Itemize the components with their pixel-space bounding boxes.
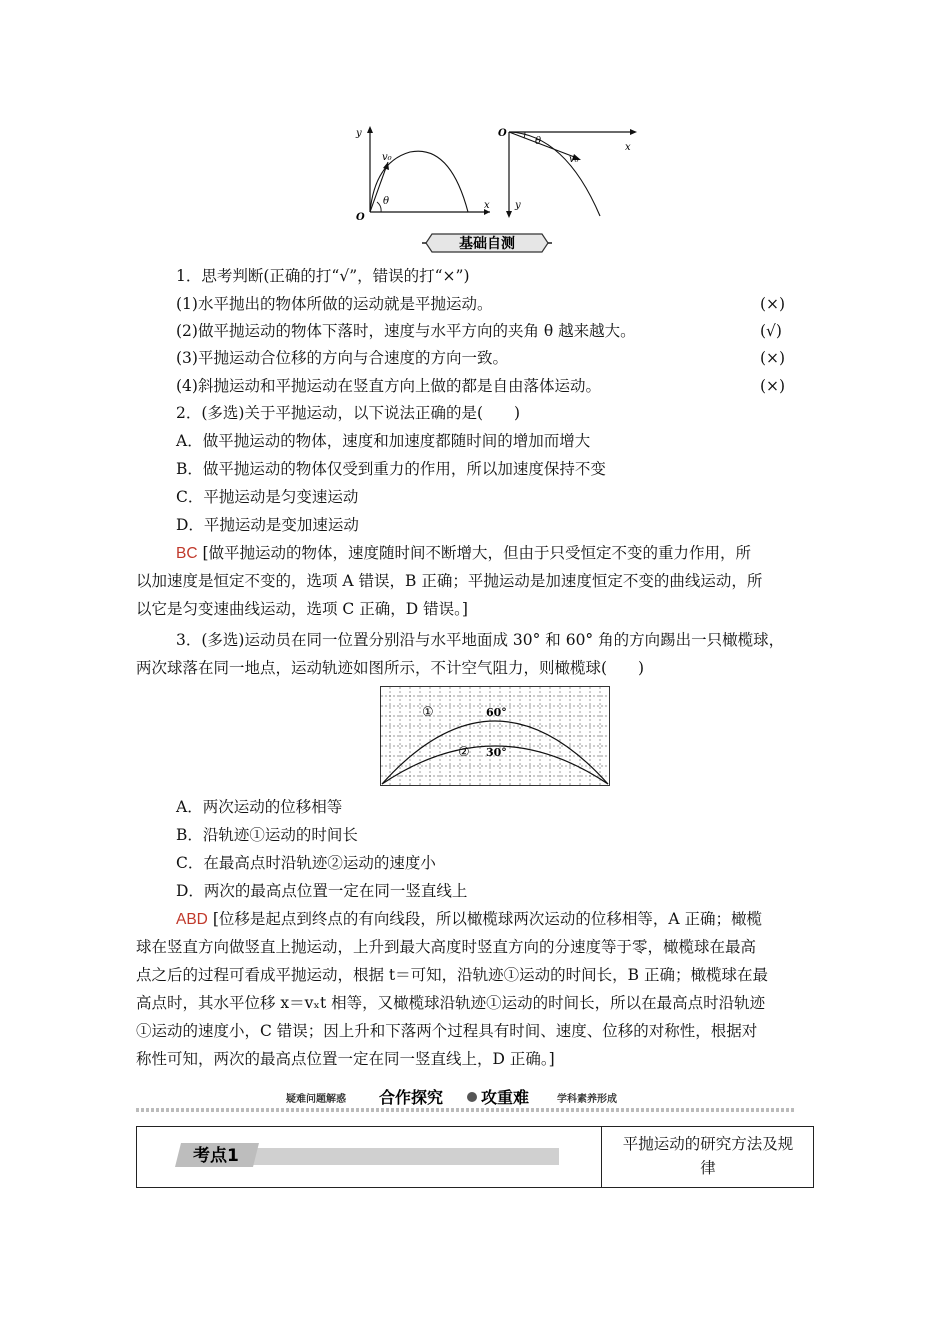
section-title-2: 攻重难 [481,1088,530,1107]
angle-30-label: 30° [486,746,507,759]
velocity-vector [509,132,577,158]
q2-option-a: A．做平抛运动的物体，速度和加速度都随时间的增加而增大 [176,432,591,450]
q3-explanation-line-4: 高点时，其水平位移 x＝vₓt 相等，又橄榄球沿轨迹①运动的时间长，所以在最高点时沿轨迹 [136,994,766,1012]
trajectory-1-label: ① [422,705,434,720]
theta-label: θ [383,196,390,207]
right-caption: 学科素养形成 [557,1094,617,1105]
q1-mark-4: (×) [760,377,786,395]
angle-60-label: 60° [486,706,507,719]
q2-explanation-line-3: 以它是匀变速曲线运动，选项 C 正确，D 错误。] [136,600,468,618]
section-title: 合作探究 [379,1088,444,1107]
q2-option-d: D．平抛运动是变加速运动 [176,516,359,534]
x-label: x [484,200,490,211]
q3-option-a: A．两次运动的位移相等 [176,798,343,816]
y-axis-arrow [506,211,512,218]
q1-stem: 1．思考判断(正确的打“√”，错误的打“×”) [176,267,470,285]
x-axis-arrow [630,129,637,135]
y-label: y [356,128,362,139]
q2-explanation-line-2: 以加速度是恒定不变的，选项 A 错误，B 正确；平抛运动是加速度恒定不变的曲线运动，所 [136,572,763,590]
horizontal-projectile-figure [495,126,645,222]
q2-option-b: B．做平抛运动的物体仅受到重力的作用，所以加速度保持不变 [176,460,606,478]
v0-label: v₀ [569,154,579,165]
q3-explanation-line-5: ①运动的速度小，C 错误；因上升和下落两个过程具有时间、速度、位移的对称性，根据对 [136,1022,758,1040]
q3-explanation-text-1: [位移是起点到终点的有向线段，所以橄榄球两次运动的位移相等，A 正确；橄榄 [212,910,762,928]
banner-title: 基础自测 [459,236,515,252]
q3-option-c: C．在最高点时沿轨迹②运动的速度小 [176,854,436,872]
kaodian-title-line-2: 律 [700,1159,716,1177]
left-caption: 疑难问题解惑 [286,1094,346,1105]
q3-explanation-line-3: 点之后的过程可看成平抛运动，根据 t＝可知，沿轨迹①运动的时间长，B 正确；橄榄球在最 [136,966,768,984]
oblique-projectile-figure [350,122,500,222]
q1-item-3: (3)平抛运动合位移的方向与合速度的方向一致。 [176,349,508,367]
origin-label: O [498,128,507,139]
q3-stem-line-2: 两次球落在同一地点，运动轨迹如图所示，不计空气阻力，则橄榄球( ) [136,659,645,677]
q3-stem-line-1: 3．(多选)运动员在同一位置分别沿与水平地面成 30° 和 60° 角的方向踢出一只橄榄球， [176,631,785,649]
theta-label: θ [535,136,542,147]
q3-answer: ABD [176,911,208,928]
q2-option-c: C．平抛运动是匀变速运动 [176,488,359,506]
kaodian-label-cell [137,1127,602,1187]
kaodian-title-cell [603,1127,813,1187]
q1-mark-3: (×) [760,349,786,367]
q1-item-4: (4)斜抛运动和平抛运动在竖直方向上做的都是自由落体运动。 [176,377,601,395]
x-label: x [625,142,631,153]
q1-mark-2: (√) [760,322,782,340]
q2-explanation-line-1 [176,543,751,564]
q3-option-d: D．两次的最高点位置一定在同一竖直线上 [176,882,468,900]
y-axis-arrow [367,126,373,133]
origin-label: O [356,212,365,222]
q2-explanation-text-1: [做平抛运动的物体，速度随时间不断增大，但由于只受恒定不变的重力作用，所 [202,544,752,562]
trajectory [509,132,600,216]
q3-explanation-line-6: 称性可知，两次的最高点位置一定在同一竖直线上，D 正确。] [136,1050,555,1068]
kaodian-label-graphic [137,1127,601,1187]
kaodian-table [136,1126,814,1188]
q3-option-b: B．沿轨迹①运动的时间长 [176,826,358,844]
section-banner-cooperative-inquiry [136,1086,796,1112]
trajectory-2-label: ② [458,745,470,760]
kaodian-title-line-1: 平抛运动的研究方法及规 [622,1135,794,1153]
separator-dot [467,1092,477,1102]
velocity-arrow [383,162,389,170]
kaodian-label: 考点1 [193,1146,239,1166]
y-label: y [515,200,521,211]
q1-mark-1: (×) [760,295,786,313]
q3-explanation-line-2: 球在竖直方向做竖直上抛运动，上升到最大高度时竖直方向的分速度等于零，橄榄球在最高 [136,938,757,956]
q2-answer: BC [176,545,198,562]
q2-stem: 2．(多选)关于平抛运动，以下说法正确的是( ) [176,404,521,422]
q3-explanation-line-1 [176,909,762,930]
q1-item-1: (1)水平抛出的物体所做的运动就是平抛运动。 [176,295,493,313]
football-trajectory-figure [380,686,610,786]
section-banner-basic-test [422,232,552,254]
q1-item-2: (2)做平抛运动的物体下落时，速度与水平方向的夹角 θ 越来越大。 [176,322,636,340]
angle-arc [524,132,525,138]
v0-label: v₀ [382,152,392,163]
angle-arc [377,202,381,212]
